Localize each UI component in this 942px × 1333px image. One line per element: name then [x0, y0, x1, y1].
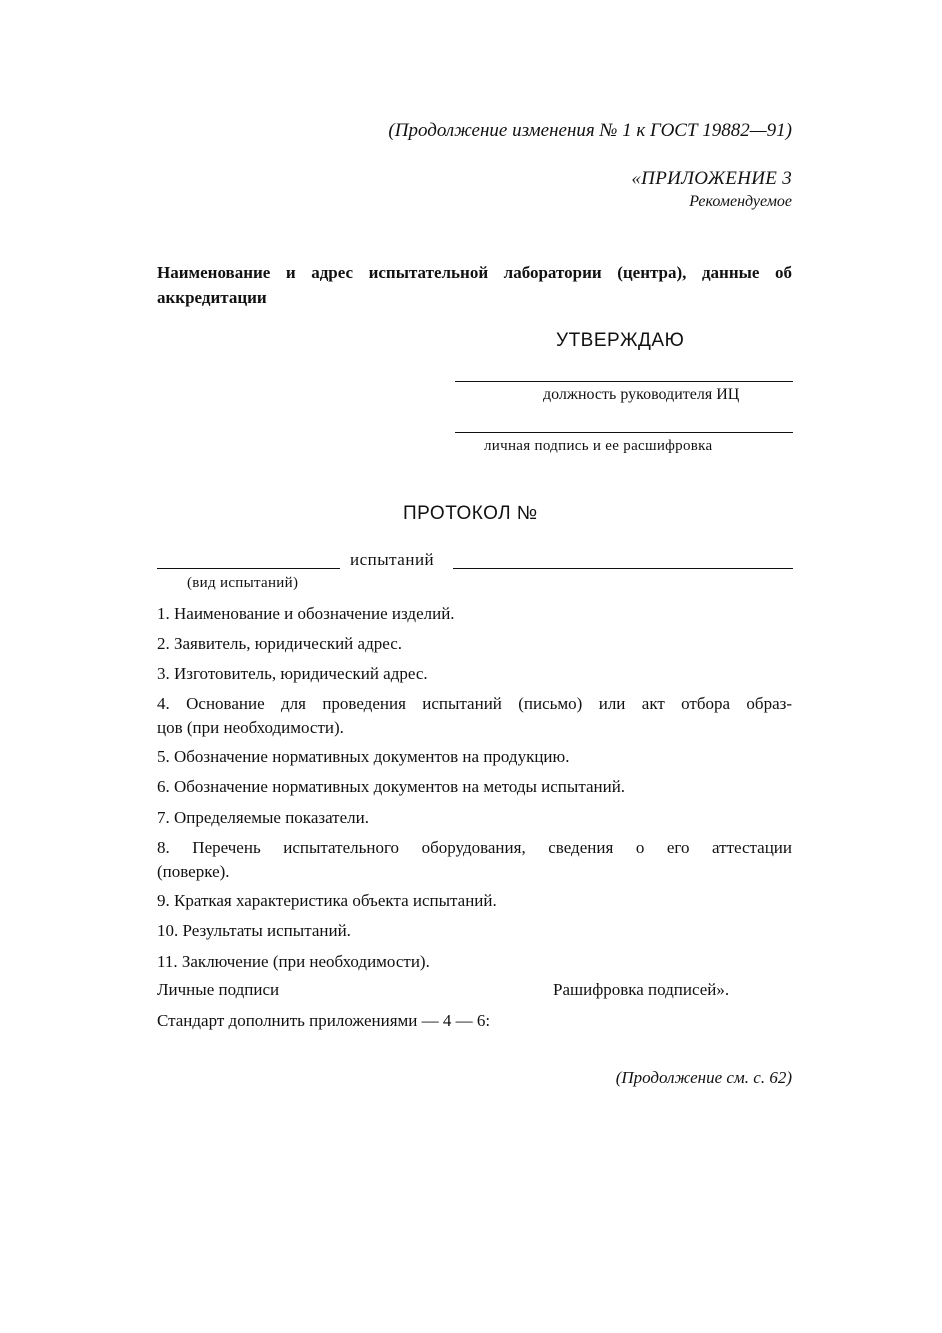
list-item: 2. Заявитель, юридический адрес. — [157, 634, 402, 653]
list-item: 1. Наименование и обозначение изделий. — [157, 604, 455, 623]
appendix-status: Рекомендуемое — [689, 193, 792, 210]
list-item: 11. Заключение (при необходимости). — [157, 952, 430, 971]
lab-heading: Наименование и адрес испытательной лаборатории (центра), данные об аккредитации — [157, 263, 792, 307]
position-label: должность руководителя ИЦ — [543, 386, 740, 403]
list-item-continuation: цов (при необходимости). — [157, 718, 344, 737]
test-tail-line — [453, 568, 793, 569]
list-item: 6. Обозначение нормативных документов на методы испытаний. — [157, 777, 626, 796]
signature-line — [455, 432, 793, 433]
tests-word: испытаний — [350, 550, 435, 569]
list-item: 8. Перечень испытательного оборудования, сведения о его аттестации — [157, 838, 792, 857]
list-item: 3. Изготовитель, юридический адрес. — [157, 664, 428, 683]
list-item: 10. Результаты испытаний. — [157, 921, 351, 940]
continuation-header: (Продолжение изменения № 1 к ГОСТ 19882—91) — [388, 120, 792, 141]
protocol-title: ПРОТОКОЛ № — [403, 503, 538, 524]
test-type-line — [157, 568, 340, 569]
list-item: 7. Определяемые показатели. — [157, 808, 369, 827]
supplement-text: Стандарт дополнить приложениями — 4 — 6: — [157, 1011, 491, 1030]
signature-label: личная подпись и ее расшифровка — [484, 438, 713, 454]
list-item-continuation: (поверке). — [157, 862, 230, 881]
list-item: 9. Краткая характеристика объекта испытаний. — [157, 891, 497, 910]
continued-footer: (Продолжение см. с. 62) — [615, 1068, 792, 1087]
approval-title: УТВЕРЖДАЮ — [556, 330, 685, 351]
signature-decoding-label: Рашифровка подписей». — [553, 980, 730, 999]
signatures-label: Личные подписи — [157, 980, 280, 999]
position-line — [455, 381, 793, 382]
test-type-label: (вид испытаний) — [187, 575, 299, 591]
list-item: 4. Основание для проведения испытаний (письмо) или акт отбора образ- — [157, 694, 792, 713]
appendix-title: «ПРИЛОЖЕНИЕ 3 — [631, 168, 792, 189]
list-item: 5. Обозначение нормативных документов на продукцию. — [157, 747, 570, 766]
